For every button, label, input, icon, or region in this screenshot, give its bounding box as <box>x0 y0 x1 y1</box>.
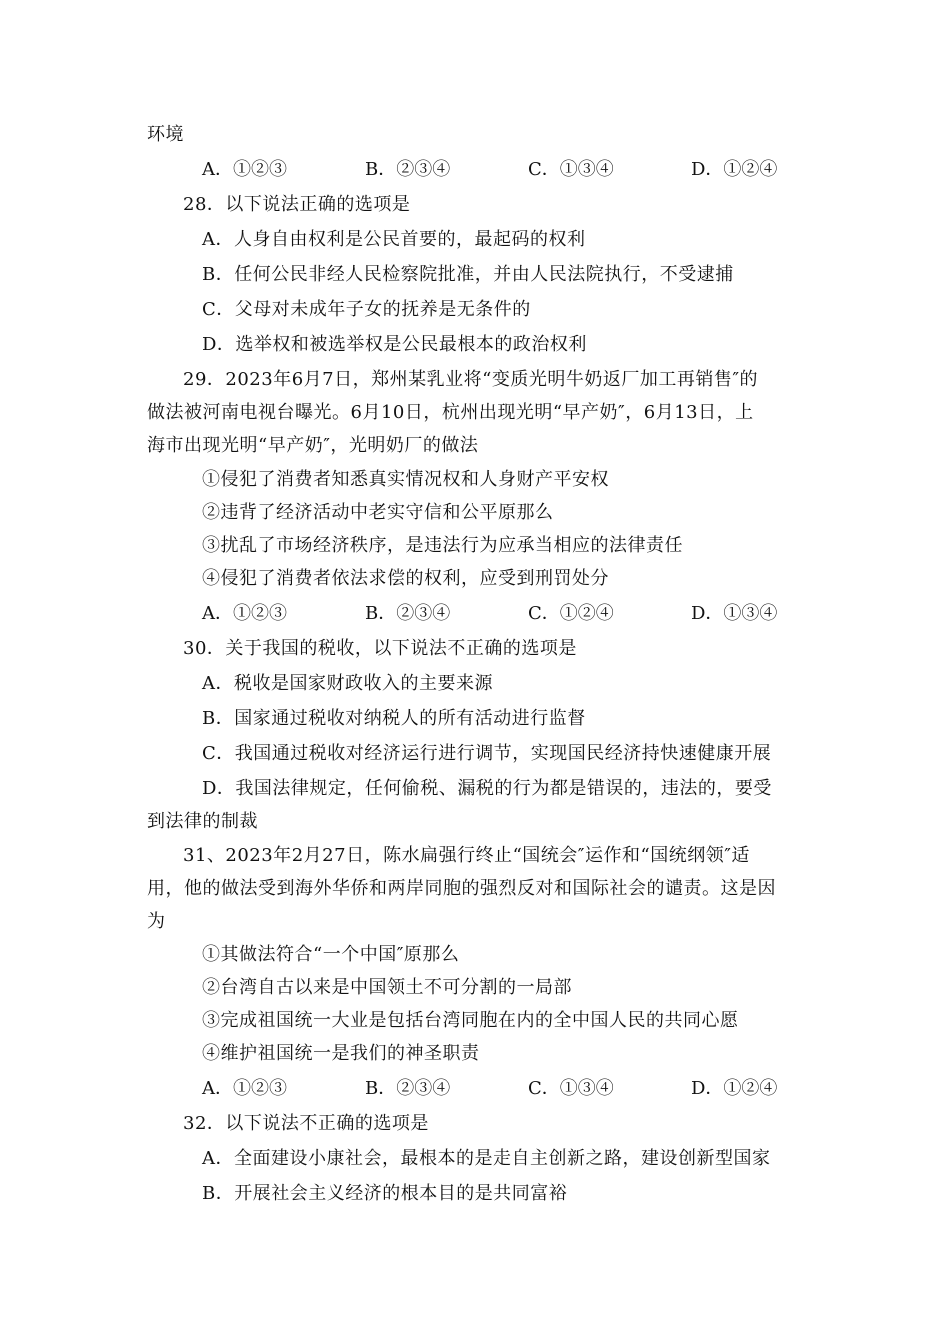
q30-choice-a: A．税收是国家财政收入的主要来源 <box>202 673 493 694</box>
q29-item-1: ①侵犯了消费者知悉真实情况权和人身财产平安权 <box>202 469 609 490</box>
q30-choice-d-tail: 到法律的制裁 <box>147 811 258 832</box>
option-d: D．①②④ <box>691 159 778 180</box>
q30-choice-d: D．我国法律规定，任何偷税、漏税的行为都是错误的，违法的，要受 <box>202 778 772 799</box>
q30-choice-b: B．国家通过税收对纳税人的所有活动进行监督 <box>202 708 586 729</box>
option-a: A．①②③ <box>202 603 287 624</box>
q28-choice-a: A．人身自由权利是公民首要的，最起码的权利 <box>202 229 586 250</box>
q29-stem-line-3: 海市出现光明“早产奶″，光明奶厂的做法 <box>147 435 479 456</box>
option-b: B．②③④ <box>365 603 451 624</box>
q32-stem: 32．以下说法不正确的选项是 <box>183 1113 429 1134</box>
q31-item-4: ④维护祖国统一是我们的神圣职责 <box>202 1043 480 1064</box>
option-b: B．②③④ <box>365 159 451 180</box>
option-a: A．①②③ <box>202 1078 287 1099</box>
q28-choice-b: B．任何公民非经人民检察院批准，并由人民法院执行，不受逮捕 <box>202 264 734 285</box>
q31-item-3: ③完成祖国统一大业是包括台湾同胞在内的全中国人民的共同心愿 <box>202 1010 739 1031</box>
option-d: D．①③④ <box>691 603 778 624</box>
option-d: D．①②④ <box>691 1078 778 1099</box>
q29-item-4: ④侵犯了消费者依法求偿的权利，应受到刑罚处分 <box>202 568 609 589</box>
q32-choice-b: B．开展社会主义经济的根本目的是共同富裕 <box>202 1183 568 1204</box>
q28-choice-d: D．选举权和被选举权是公民最根本的政治权利 <box>202 334 587 355</box>
q30-choice-c: C．我国通过税收对经济运行进行调节，实现国民经济持快速健康开展 <box>202 743 772 764</box>
q31-item-2: ②台湾自古以来是中国领土不可分割的一局部 <box>202 977 572 998</box>
q29-item-2: ②违背了经济活动中老实守信和公平原那么 <box>202 502 554 523</box>
q32-choice-a: A．全面建设小康社会，最根本的是走自主创新之路，建设创新型国家 <box>202 1148 771 1169</box>
q29-stem-line-1: 29．2023年6月7日，郑州某乳业将“变质光明牛奶返厂加工再销售″的 <box>183 369 759 390</box>
q31-stem-line-1: 31、2023年2月27日，陈水扁强行终止“国统会″运作和“国统纲领″适 <box>183 845 750 866</box>
q30-stem: 30．关于我国的税收，以下说法不正确的选项是 <box>183 638 577 659</box>
option-c: C．①②④ <box>528 603 614 624</box>
q29-item-3: ③扰乱了市场经济秩序，是违法行为应承当相应的法律责任 <box>202 535 683 556</box>
q28-stem: 28．以下说法正确的选项是 <box>183 194 411 215</box>
prev-question-tail: 环境 <box>147 124 184 145</box>
q31-item-1: ①其做法符合“一个中国″原那么 <box>202 944 460 965</box>
q31-stem-line-2: 用，他的做法受到海外华侨和两岸同胞的强烈反对和国际社会的谴责。这是因 <box>147 878 776 899</box>
q28-choice-c: C．父母对未成年子女的抚养是无条件的 <box>202 299 531 320</box>
option-c: C．①③④ <box>528 159 614 180</box>
option-c: C．①③④ <box>528 1078 614 1099</box>
q29-stem-line-2: 做法被河南电视台曝光。6月10日，杭州出现光明“早产奶″，6月13日，上 <box>147 402 754 423</box>
q31-stem-line-3: 为 <box>147 911 166 932</box>
option-b: B．②③④ <box>365 1078 451 1099</box>
option-a: A．①②③ <box>202 159 287 180</box>
